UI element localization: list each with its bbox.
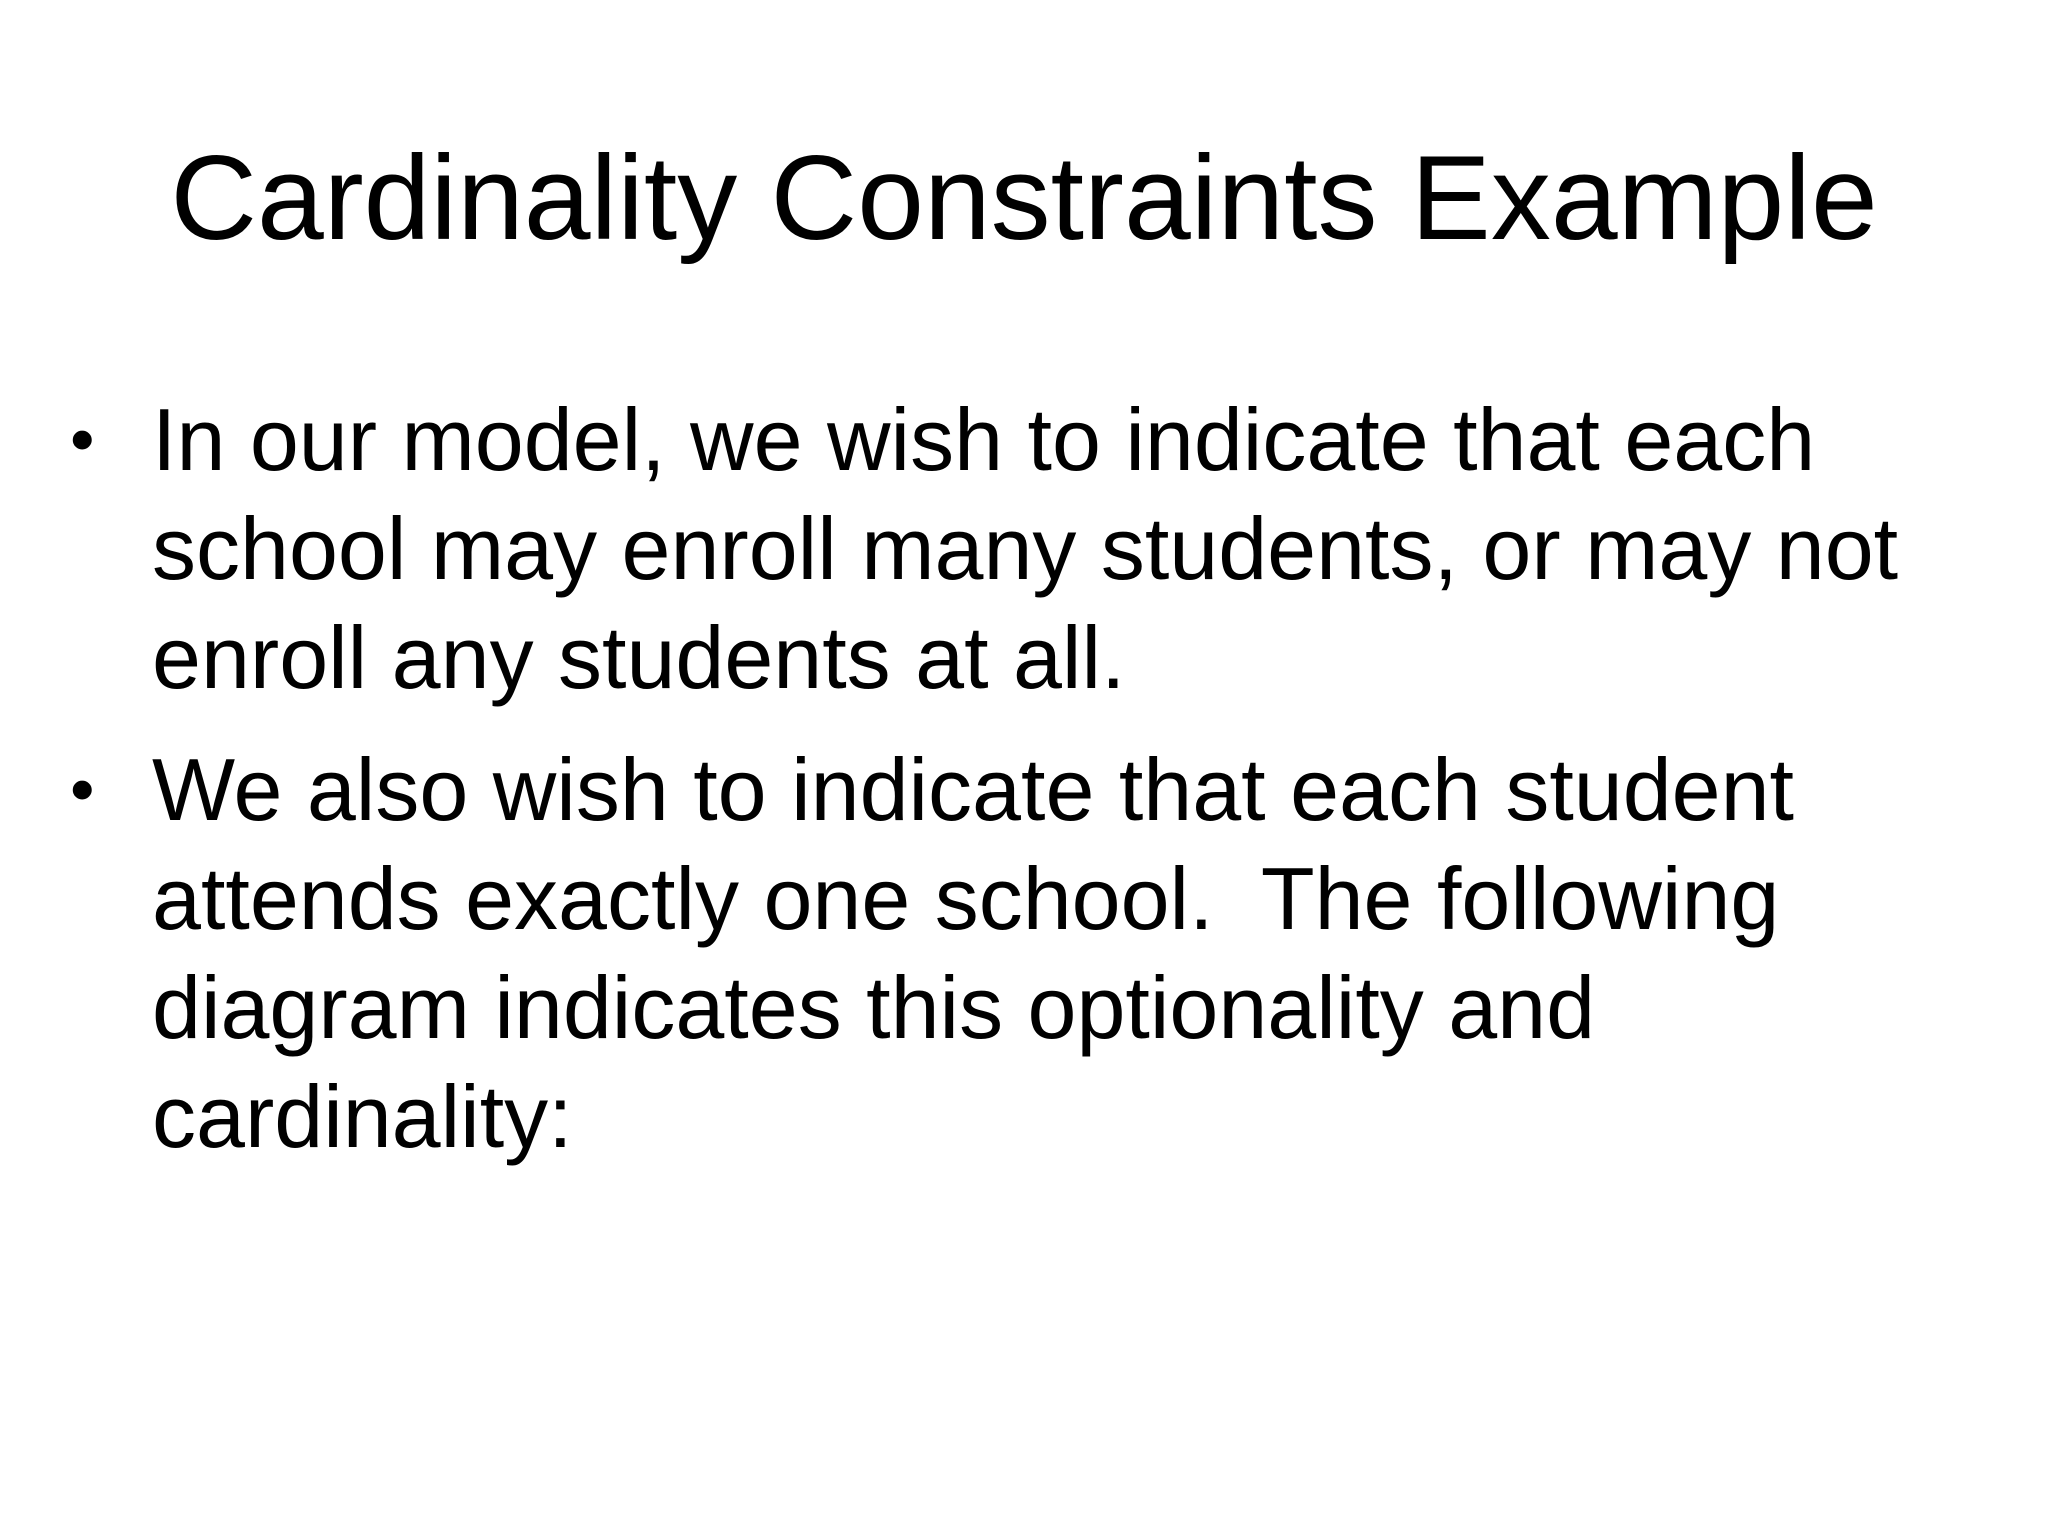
- bullet-text-line: We also wish to indicate that each student: [152, 740, 1795, 839]
- bullet-dot-icon: •: [70, 400, 95, 478]
- bullet-text-line: cardinality:: [152, 1067, 573, 1166]
- bullet-text-line: enroll any students at all.: [152, 608, 1126, 707]
- bullet-text-line: attends exactly one school. The following: [152, 849, 1780, 948]
- bullet-item: [70, 385, 2000, 712]
- slide-title: Cardinality Constraints Example: [170, 131, 1878, 265]
- bullet-text-line: In our model, we wish to indicate that each: [152, 390, 1816, 489]
- bullet-text-line: diagram indicates this optionality and: [152, 958, 1596, 1057]
- bullet-item: [70, 735, 2000, 1171]
- bullet-list: [70, 385, 2000, 1194]
- bullet-dot-icon: •: [70, 750, 95, 828]
- bullet-text-line: school may enroll many students, or may not: [152, 499, 1899, 598]
